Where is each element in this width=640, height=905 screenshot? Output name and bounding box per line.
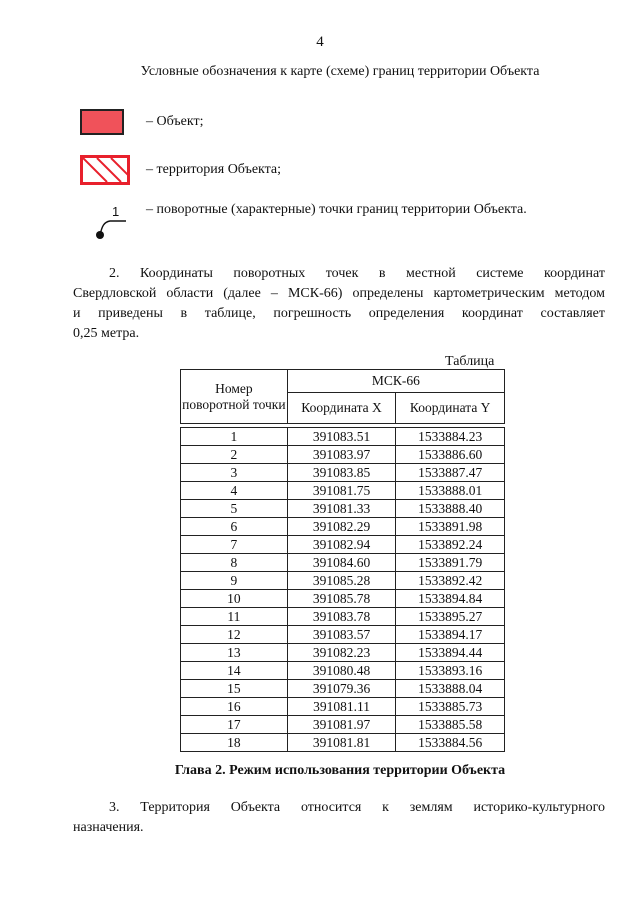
paragraph-line: 2. Координаты поворотных точек в местной системе координат [109,266,605,281]
table-row [181,572,505,590]
coordinate-x-cell: 391080.48 [287,662,396,680]
paragraph-line: назначения. [73,820,144,835]
table-row [181,428,505,446]
header-system: МСК-66 [287,370,504,393]
coordinate-y-cell: 1533884.56 [396,734,505,752]
table-row [181,500,505,518]
point-number-cell: 18 [181,734,288,752]
table-row [181,446,505,464]
paragraph-line: и приведены в таблице, погрешность определения координат составляет [73,306,605,321]
point-number-cell: 1 [181,428,288,446]
table-row [181,608,505,626]
table-row [181,518,505,536]
header-point-number: Номер поворотной точки [181,370,288,424]
paragraph-land-category [73,798,605,838]
point-number-cell: 17 [181,716,288,734]
coordinate-x-cell: 391083.85 [287,464,396,482]
point-number-cell: 11 [181,608,288,626]
coordinate-y-cell: 1533884.23 [396,428,505,446]
point-number-cell: 8 [181,554,288,572]
table-row [181,590,505,608]
coordinate-x-cell: 391081.11 [287,698,396,716]
point-number-cell: 13 [181,644,288,662]
legend-territory-text: – территория Объекта; [146,162,282,177]
header-x: Координата X [287,393,396,424]
coordinates-table [180,369,505,752]
coordinate-x-cell: 391083.51 [287,428,396,446]
paragraph-line: 0,25 метра. [73,326,140,341]
coordinate-y-cell: 1533894.44 [396,644,505,662]
coordinate-x-cell: 391085.78 [287,590,396,608]
coordinate-y-cell: 1533891.79 [396,554,505,572]
point-number-cell: 6 [181,518,288,536]
coordinate-x-cell: 391082.23 [287,644,396,662]
paragraph-line: 3. Территория Объекта относится к землям историко-культурного [109,800,605,815]
point-number-cell: 14 [181,662,288,680]
coordinate-x-cell: 391082.29 [287,518,396,536]
point-number-cell: 4 [181,482,288,500]
table-row [181,482,505,500]
coordinate-x-cell: 391085.28 [287,572,396,590]
table-row [181,644,505,662]
turning-point-label: 1 [112,204,120,219]
chapter-title: Глава 2. Режим использования территории Объекта [174,763,506,778]
table-row [181,464,505,482]
paragraph-line: Свердловской области (далее – МСК-66) определены картометрическим методом [73,286,605,301]
coordinate-y-cell: 1533885.58 [396,716,505,734]
coordinate-y-cell: 1533888.40 [396,500,505,518]
table-row [181,554,505,572]
point-number-cell: 2 [181,446,288,464]
coordinate-y-cell: 1533893.16 [396,662,505,680]
coordinate-y-cell: 1533892.42 [396,572,505,590]
legend-title: Условные обозначения к карте (схеме) границ территории Объекта [140,64,540,79]
coordinate-y-cell: 1533886.60 [396,446,505,464]
point-number-cell: 10 [181,590,288,608]
legend-item-turning-point [80,200,527,240]
coordinate-x-cell: 391081.33 [287,500,396,518]
point-number-cell: 5 [181,500,288,518]
coordinate-x-cell: 391079.36 [287,680,396,698]
point-number-cell: 7 [181,536,288,554]
legend-item-object [80,109,203,135]
coordinate-x-cell: 391083.97 [287,446,396,464]
coordinate-x-cell: 391083.78 [287,608,396,626]
legend-turning-point-text: – поворотные (характерные) точки границ территории Объекта. [146,202,527,217]
paragraph-coordinates [73,264,605,344]
territory-hatch-icon [80,155,130,185]
table-row [181,626,505,644]
point-number-cell: 12 [181,626,288,644]
table-row [181,716,505,734]
coordinate-y-cell: 1533885.73 [396,698,505,716]
table-row [181,662,505,680]
point-number-cell: 9 [181,572,288,590]
coordinate-y-cell: 1533891.98 [396,518,505,536]
table-row [181,734,505,752]
coordinate-x-cell: 391082.94 [287,536,396,554]
header-y: Координата Y [396,393,505,424]
coordinate-x-cell: 391083.57 [287,626,396,644]
coordinate-x-cell: 391081.81 [287,734,396,752]
legend-item-territory [80,155,281,185]
point-number-cell: 15 [181,680,288,698]
table-caption: Таблица [445,354,495,369]
coordinate-x-cell: 391084.60 [287,554,396,572]
coordinate-x-cell: 391081.97 [287,716,396,734]
coordinate-y-cell: 1533887.47 [396,464,505,482]
coordinate-y-cell: 1533888.01 [396,482,505,500]
table-row [181,698,505,716]
object-fill-icon [80,109,124,135]
coordinate-x-cell: 391081.75 [287,482,396,500]
coordinate-y-cell: 1533892.24 [396,536,505,554]
page-number: 4 [316,34,324,50]
legend-object-text: – Объект; [146,114,204,129]
coordinate-y-cell: 1533888.04 [396,680,505,698]
point-number-cell: 16 [181,698,288,716]
coordinate-y-cell: 1533894.17 [396,626,505,644]
coordinate-y-cell: 1533894.84 [396,590,505,608]
table-row [181,536,505,554]
coordinate-y-cell: 1533895.27 [396,608,505,626]
point-number-cell: 3 [181,464,288,482]
table-row [181,680,505,698]
turning-point-icon [80,200,130,240]
